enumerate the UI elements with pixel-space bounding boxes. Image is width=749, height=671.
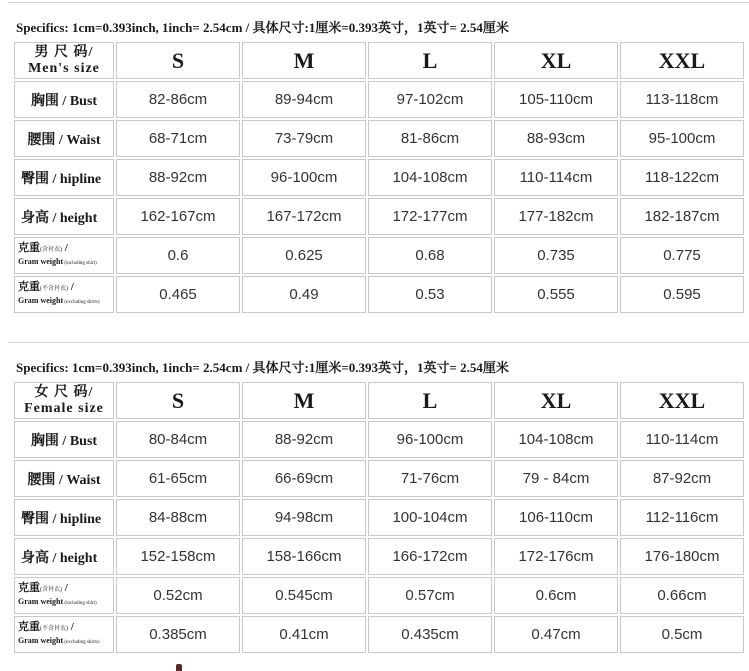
table-cell: 0.53 — [368, 276, 492, 313]
table-cell: 152-158cm — [116, 538, 240, 575]
table-row — [14, 237, 744, 274]
table-cell: 0.465 — [116, 276, 240, 313]
size-header: M — [242, 42, 366, 79]
gram-label-en-note: (including shirt) — [63, 600, 97, 606]
gram-label-slash: / — [62, 581, 68, 594]
table-cell: 105-110cm — [494, 81, 618, 118]
table-row — [14, 460, 744, 497]
row-label-gram-weight-excl — [14, 616, 114, 653]
table-cell: 0.47cm — [494, 616, 618, 653]
table-cell: 110-114cm — [494, 159, 618, 196]
size-corner-label — [14, 42, 114, 79]
table-cell: 106-110cm — [494, 499, 618, 536]
table-cell: 172-176cm — [494, 538, 618, 575]
table-cell: 66-69cm — [242, 460, 366, 497]
gram-label-cn-note: (含衬衣) — [40, 246, 62, 253]
table-cell: 104-108cm — [494, 421, 618, 458]
table-row — [14, 616, 744, 653]
table-row — [14, 538, 744, 575]
mens-size-table — [12, 40, 746, 315]
table-cell: 0.775 — [620, 237, 744, 274]
table-cell: 0.735 — [494, 237, 618, 274]
cropped-graphic-fragment — [176, 664, 182, 671]
gram-label-slash: / — [68, 620, 74, 633]
size-header: XL — [494, 42, 618, 79]
row-label-gram-weight-incl — [14, 577, 114, 614]
table-row — [14, 198, 744, 235]
gram-label-cn-note: (不含衬衣) — [40, 625, 68, 632]
gram-label-slash: / — [68, 280, 74, 293]
gram-label-en: Gram weight — [18, 635, 64, 645]
gram-label-cn: 克重 — [18, 620, 40, 633]
table-cell: 176-180cm — [620, 538, 744, 575]
size-header-row — [14, 382, 744, 419]
table-cell: 88-92cm — [116, 159, 240, 196]
table-cell: 110-114cm — [620, 421, 744, 458]
table-cell: 166-172cm — [368, 538, 492, 575]
row-label-bust: 胸围 / Bust — [14, 81, 114, 118]
mens-size-chart — [8, 2, 749, 322]
table-cell: 182-187cm — [620, 198, 744, 235]
table-cell: 61-65cm — [116, 460, 240, 497]
table-cell: 0.66cm — [620, 577, 744, 614]
gram-label-cn: 克重 — [18, 581, 40, 594]
table-cell: 73-79cm — [242, 120, 366, 157]
table-row — [14, 421, 744, 458]
womens-size-table — [12, 380, 746, 655]
table-cell: 113-118cm — [620, 81, 744, 118]
womens-size-chart — [8, 342, 749, 660]
row-label-hipline: 臀围 / hipline — [14, 499, 114, 536]
row-label-gram-weight-excl — [14, 276, 114, 313]
table-cell: 0.385cm — [116, 616, 240, 653]
table-cell: 0.545cm — [242, 577, 366, 614]
gram-label-en-note: (excluding shirts) — [63, 299, 100, 305]
table-cell: 89-94cm — [242, 81, 366, 118]
corner-label-line2: Men's size — [28, 60, 100, 76]
table-cell: 96-100cm — [368, 421, 492, 458]
table-cell: 0.52cm — [116, 577, 240, 614]
table-cell: 87-92cm — [620, 460, 744, 497]
gram-label-en-note: (including shirt) — [63, 260, 97, 266]
row-label-hipline: 臀围 / hipline — [14, 159, 114, 196]
size-corner-label — [14, 382, 114, 419]
table-cell: 162-167cm — [116, 198, 240, 235]
table-cell: 0.57cm — [368, 577, 492, 614]
table-cell: 0.435cm — [368, 616, 492, 653]
size-header: L — [368, 382, 492, 419]
gram-label-en: Gram weight — [18, 295, 64, 305]
gram-label-cn: 克重 — [18, 241, 40, 254]
table-cell: 88-93cm — [494, 120, 618, 157]
table-cell: 84-88cm — [116, 499, 240, 536]
table-cell: 0.595 — [620, 276, 744, 313]
table-cell: 100-104cm — [368, 499, 492, 536]
row-label-gram-weight-incl — [14, 237, 114, 274]
table-cell: 95-100cm — [620, 120, 744, 157]
table-cell: 0.625 — [242, 237, 366, 274]
row-label-waist: 腰围 / Waist — [14, 120, 114, 157]
table-cell: 0.555 — [494, 276, 618, 313]
table-row — [14, 159, 744, 196]
table-cell: 112-116cm — [620, 499, 744, 536]
row-label-height: 身高 / height — [14, 538, 114, 575]
table-cell: 0.68 — [368, 237, 492, 274]
table-row — [14, 120, 744, 157]
table-cell: 0.6 — [116, 237, 240, 274]
table-cell: 0.41cm — [242, 616, 366, 653]
specifics-note: Specifics: 1cm=0.393inch, 1inch= 2.54cm / 具体尺寸:1厘米=0.393英寸，1英寸= 2.54厘米 — [8, 2, 749, 40]
size-header: L — [368, 42, 492, 79]
table-cell: 172-177cm — [368, 198, 492, 235]
specifics-note: Specifics: 1cm=0.393inch, 1inch= 2.54cm / 具体尺寸:1厘米=0.393英寸，1英寸= 2.54厘米 — [8, 342, 749, 380]
size-header: XXL — [620, 42, 744, 79]
table-cell: 118-122cm — [620, 159, 744, 196]
gram-label-en: Gram weight — [18, 256, 64, 266]
table-cell: 0.6cm — [494, 577, 618, 614]
size-header: M — [242, 382, 366, 419]
table-cell: 81-86cm — [368, 120, 492, 157]
corner-label-line1: 男 尺 码/ — [34, 44, 94, 60]
table-cell: 94-98cm — [242, 499, 366, 536]
table-cell: 158-166cm — [242, 538, 366, 575]
gram-label-en-note: (excluding shirts) — [63, 639, 100, 645]
table-cell: 97-102cm — [368, 81, 492, 118]
gram-label-cn-note: (不含衬衣) — [40, 285, 68, 292]
gram-label-cn-note: (含衬衣) — [40, 586, 62, 593]
table-row — [14, 81, 744, 118]
table-cell: 96-100cm — [242, 159, 366, 196]
size-header: S — [116, 42, 240, 79]
table-cell: 80-84cm — [116, 421, 240, 458]
table-cell: 82-86cm — [116, 81, 240, 118]
table-cell: 79 - 84cm — [494, 460, 618, 497]
table-cell: 177-182cm — [494, 198, 618, 235]
size-header: XL — [494, 382, 618, 419]
row-label-waist: 腰围 / Waist — [14, 460, 114, 497]
gram-label-cn: 克重 — [18, 280, 40, 293]
gram-label-slash: / — [62, 241, 68, 254]
table-row — [14, 577, 744, 614]
size-header-row — [14, 42, 744, 79]
table-row — [14, 499, 744, 536]
corner-label-line1: 女 尺 码/ — [34, 384, 94, 400]
table-cell: 167-172cm — [242, 198, 366, 235]
table-cell: 68-71cm — [116, 120, 240, 157]
size-header: S — [116, 382, 240, 419]
table-row — [14, 276, 744, 313]
table-cell: 0.5cm — [620, 616, 744, 653]
table-cell: 71-76cm — [368, 460, 492, 497]
size-header: XXL — [620, 382, 744, 419]
table-cell: 104-108cm — [368, 159, 492, 196]
row-label-bust: 胸围 / Bust — [14, 421, 114, 458]
corner-label-line2: Female size — [24, 400, 104, 416]
table-cell: 0.49 — [242, 276, 366, 313]
gram-label-en: Gram weight — [18, 596, 64, 606]
row-label-height: 身高 / height — [14, 198, 114, 235]
table-cell: 88-92cm — [242, 421, 366, 458]
